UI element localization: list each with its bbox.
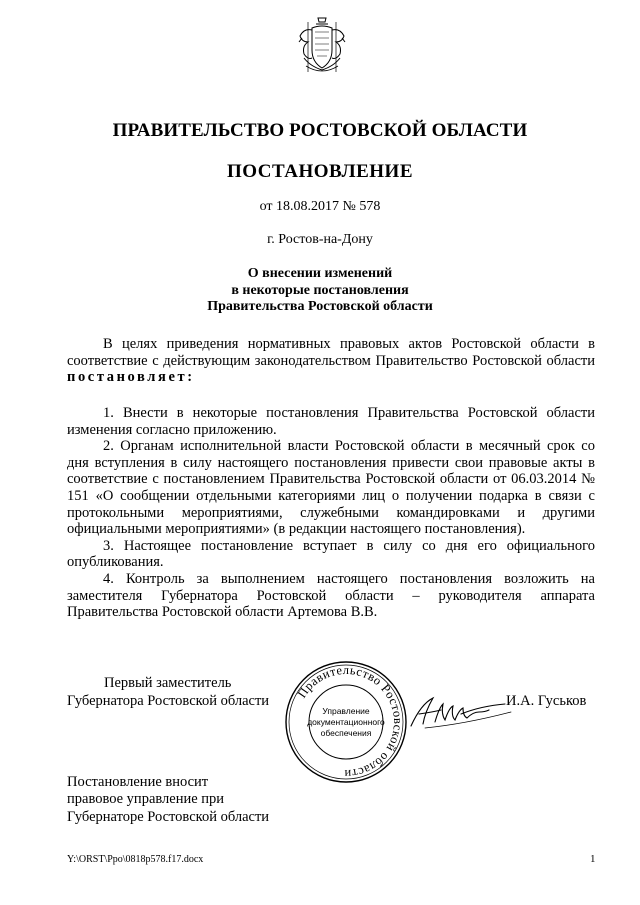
signatory-position xyxy=(67,675,269,710)
decree-item: 1. Внести в некоторые постановления Правительства Ростовской области изменения согласно приложению. xyxy=(67,405,595,438)
official-stamp xyxy=(283,659,409,785)
position-line: Первый заместитель xyxy=(104,675,232,691)
page-number: 1 xyxy=(590,853,596,865)
organization-title: ПРАВИТЕЛЬСТВО РОСТОВСКОЙ ОБЛАСТИ xyxy=(112,120,528,141)
preamble-paragraph xyxy=(67,336,595,386)
footer-file-path: Y:\ORST\Ppo\0818p578.f17.docx xyxy=(67,854,204,865)
decree-item: 2. Органам исполнительной власти Ростовской области в месячный срок со дня вступления в силу настоящего постановления привести свои правовые акты в соответствие с постановлением Правительства Ростовской области от 06.03.2014 № 151 «О сообщении отдельными категориями лиц о получении подарка в связи с протокольными мероприятиями, служебными командировками и другими официальными мероприятиями» (в редакции настоящего постановления). xyxy=(67,438,595,538)
coat-of-arms-emblem xyxy=(296,14,348,76)
document-date-number: от 18.08.2017 № 578 xyxy=(259,199,381,214)
preamble-text: В целях приведения нормативных правовых актов Ростовской области в соответствие с действующим законодательством Правительство Ростовской области xyxy=(67,336,595,369)
submission-note xyxy=(67,774,269,826)
document-subject xyxy=(0,266,640,316)
stamp-center-line: Управление xyxy=(322,706,370,716)
note-line: правовое управление при xyxy=(67,791,225,808)
document-city: г. Ростов-на-Дону xyxy=(267,232,373,247)
decree-items xyxy=(67,405,595,621)
subject-line: в некоторые постановления xyxy=(231,282,409,298)
signatory-name: И.А. Гуськов xyxy=(506,693,587,709)
document-type-title: ПОСТАНОВЛЕНИЕ xyxy=(226,161,414,182)
handwritten-signature xyxy=(405,692,515,732)
subject-line: Правительства Ростовской области xyxy=(207,299,433,314)
decree-word: постановляет: xyxy=(67,369,195,386)
decree-item: 4. Контроль за выполнением настоящего постановления возложить на заместителя Губернатора Ростовской области – руководителя аппарата Правительства Ростовской области Артемова В.В. xyxy=(67,570,595,621)
note-line: Постановление вносит xyxy=(67,774,209,790)
subject-line: О внесении изменений xyxy=(247,266,393,281)
stamp-center-line: документационного xyxy=(307,717,385,727)
stamp-center-line: обеспечения xyxy=(320,728,372,738)
position-line: Губернатора Ростовской области xyxy=(67,692,270,709)
note-line: Губернаторе Ростовской области xyxy=(67,808,270,825)
stamp-ring-text: Правительство Ростовской области xyxy=(294,662,406,782)
decree-item: 3. Настоящее постановление вступает в силу со дня его официального опубликования. xyxy=(67,537,595,571)
